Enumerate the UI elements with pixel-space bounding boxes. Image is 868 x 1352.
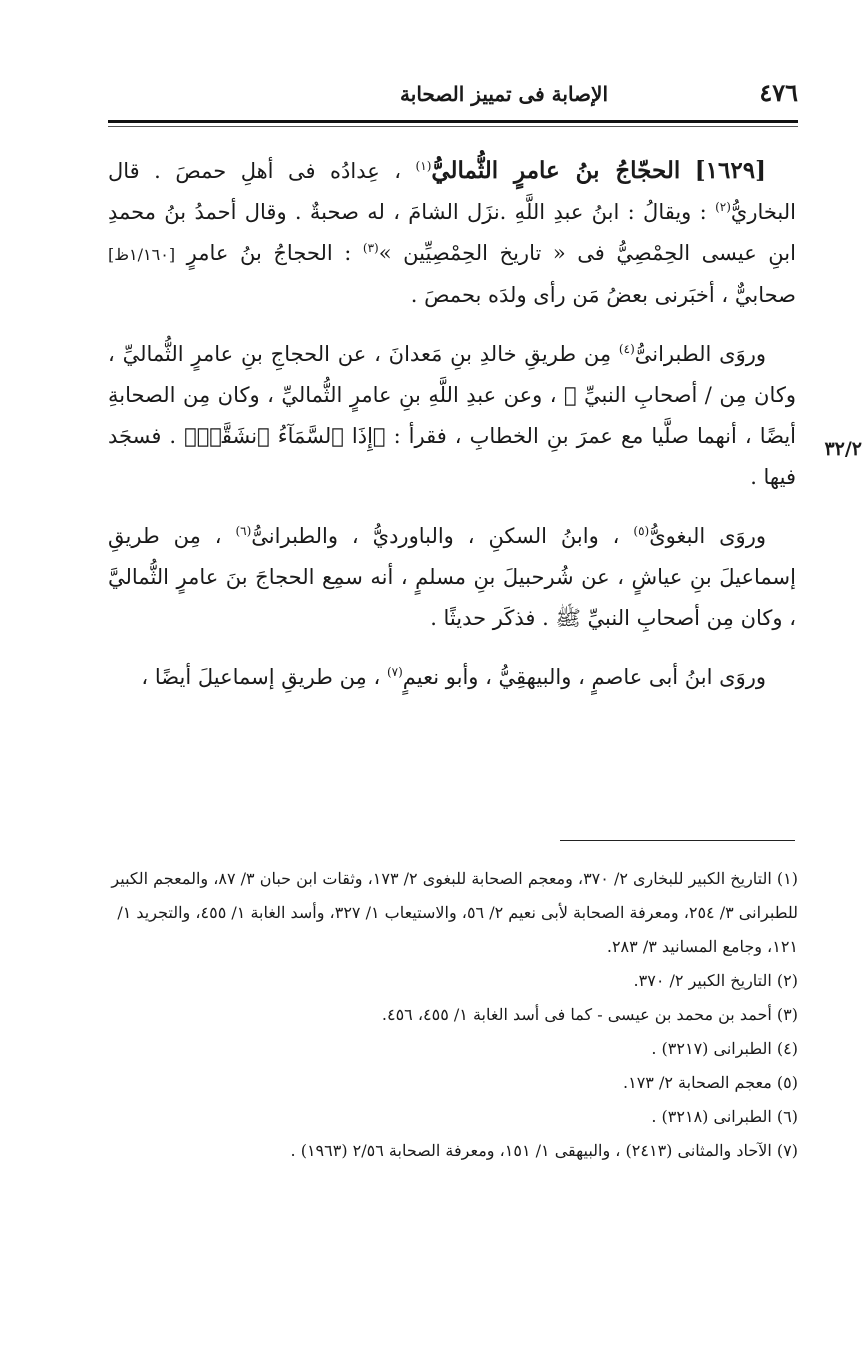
- footnotes: [108, 862, 798, 1168]
- entry-text-a: ، عِدادُه فى أهلِ حمصَ . قال البخاريُّ: [108, 159, 796, 224]
- footnote-ref-1[interactable]: (١): [415, 159, 432, 173]
- paragraph-tabarani: [108, 334, 796, 498]
- entry-number: [١٦٢٩]: [694, 157, 766, 184]
- folio-reference: [١/١٦٠ظ]: [108, 245, 176, 264]
- entry-name: الحجّاجُ بنُ عامرٍ الثُّماليُّ: [431, 157, 681, 184]
- p3-text-c: ، مِن طريقِ إسماعيلَ بنِ عياشٍ ، عن شُرحبيلَ بنِ مسلمٍ ، أنه سمِع الحجاجَ بنَ عامرٍ الثُّماليَّ ، وكان مِن أصحابِ النبيِّ ﷺ . فذكَر حديثًا .: [108, 524, 796, 630]
- entry-text-d: صحابيٌّ ، أخبَرنى بعضُ مَن رأى ولدَه بحمصَ .: [410, 283, 796, 307]
- footnote-ref-3[interactable]: (٣): [362, 241, 379, 255]
- paragraph-baghawi: [108, 516, 796, 639]
- footnote-1: (١) التاريخ الكبير للبخارى ٢/ ٣٧٠، ومعجم الصحابة للبغوى ٢/ ١٧٣، وثقات ابن حبان ٣/ ٨٧، والمعجم الكبير للطبرانى ٣/ ٢٥٤، ومعرفة الصحابة لأبى نعيم ٢/ ٥٦، والاستيعاب ١/ ٣٢٧، وأسد الغابة ١/ ٤٥٥، والتجريد ١/ ١٢١، وجامع المسانيد ٣/ ٢٨٣.: [111, 869, 798, 956]
- footnote-ref-4[interactable]: (٤): [618, 342, 635, 356]
- running-title: الإصابة فى تمييز الصحابة: [400, 82, 608, 106]
- header-rule: [108, 120, 798, 123]
- footnote-3: (٣) أحمد بن محمد بن عيسى - كما فى أسد الغابة ١/ ٤٥٥، ٤٥٦.: [381, 1005, 798, 1024]
- p3-text-a: وروَى البغوىُّ: [649, 524, 766, 548]
- footnote-ref-5[interactable]: (٥): [633, 524, 650, 538]
- footnote-rule: [560, 840, 795, 841]
- entry-text-c: : الحجاجُ بنُ عامرٍ: [186, 241, 352, 265]
- footnote-6: (٦) الطبرانى (٣٢١٨) .: [651, 1107, 798, 1126]
- footnote-4: (٤) الطبرانى (٣٢١٧) .: [651, 1039, 798, 1058]
- p4-text-b: ، مِن طريقِ إسماعيلَ أيضًا ،: [141, 665, 381, 689]
- page-number: ٤٧٦: [759, 78, 798, 107]
- footnote-2: (٢) التاريخ الكبير ٢/ ٣٧٠.: [633, 971, 798, 990]
- main-text: [108, 150, 796, 716]
- p3-text-b: ، وابنُ السكنِ ، والباورديُّ ، والطبرانىُّ: [251, 524, 620, 548]
- footnote-ref-6[interactable]: (٦): [235, 524, 252, 538]
- p4-text-a: وروَى ابنُ أبى عاصمٍ ، والبيهقِيُّ ، وأبو نعيمٍ: [402, 665, 766, 689]
- footnote-ref-2[interactable]: (٢): [715, 200, 731, 214]
- footnote-7: (٧) الآحاد والمثانى (٢٤١٣) ، والبيهقى ١/ ١٥١، ومعرفة الصحابة ٢/٥٦ (١٩٦٣) .: [290, 1141, 798, 1160]
- entry-text-b: : ويقالُ : ابنُ عبدِ اللَّهِ .نزَل الشامَ ، له صحبةٌ . وقال أحمدُ بنُ محمدِ ابنِ عيسى الحِمْصِيُّ فى « تاريخ الحِمْصِيِّين »: [108, 200, 796, 265]
- header-rule-thin: [108, 126, 798, 127]
- footnote-ref-7[interactable]: (٧): [386, 665, 403, 679]
- paragraph-ibn-abi-asim: [108, 657, 796, 698]
- margin-reference: ٣٢/٢: [824, 438, 862, 460]
- p2-text-a: وروَى الطبرانىُّ: [634, 342, 766, 366]
- p2-text-b: مِن طريقِ خالدِ بنِ مَعدانَ ، عن الحجاجِ بنِ عامرٍ الثُّماليِّ ، وكان مِن / أصحابِ النبيِّ ﷺ ، وعن عبدِ اللَّهِ بنِ عامرٍ الثُّماليِّ ، وكان مِن الصحابةِ أيضًا ، أنهما صلَّيا مع عمرَ بنِ الخطابِ ، فقرأ : ﴿إِذَا ٱلسَّمَآءُ ٱنشَقَّتۡ﴾ . فسجَد فيها .: [108, 342, 796, 489]
- page-header: [108, 78, 798, 110]
- entry-paragraph: [108, 150, 796, 316]
- footnote-5: (٥) معجم الصحابة ٢/ ١٧٣.: [623, 1073, 798, 1092]
